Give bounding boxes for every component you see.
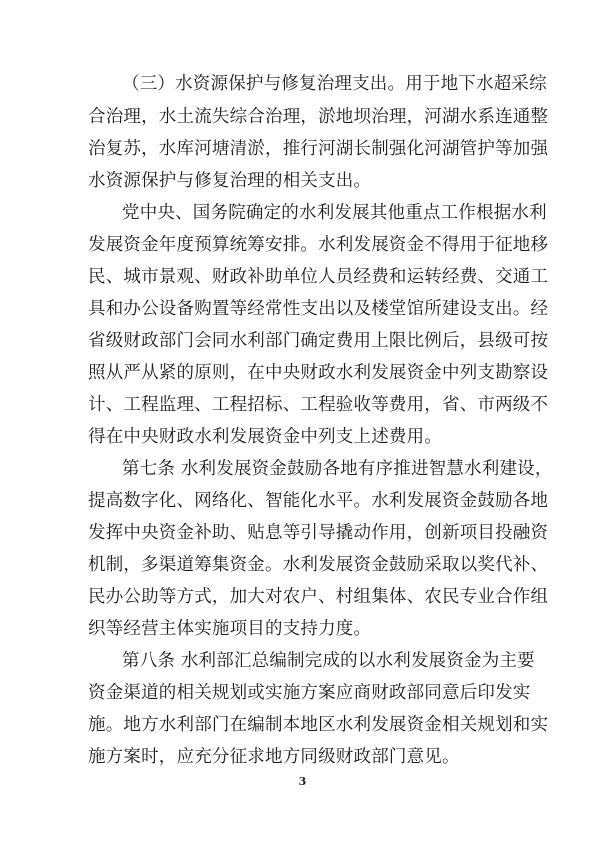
text-line: 织等经营主体实施项目的支持力度。 [88,619,372,639]
text-line: 民办公助等方式，加大对农户、村组集体、农民专业合作组 [88,587,549,607]
text-line: 施方案时，应充分征求地方同级财政部门意见。 [88,747,460,767]
text-line: 资金渠道的相关规划或实施方案应商财政部同意后印发实 [88,683,531,703]
text-line: 水资源保护与修复治理的相关支出。 [88,171,372,191]
text-line: 机制，多渠道筹集资金。水利发展资金鼓励采取以奖代补、 [88,555,549,575]
text-line: 提高数字化、网络化、智能化水平。水利发展资金鼓励各地 [88,491,549,511]
article-8-heading-line: 第八条 水利部汇总编制完成的以水利发展资金为主要 [122,651,535,671]
text-line: （三）水资源保护与修复治理支出。用于地下水超采综 [122,74,547,94]
text-line: 省级财政部门会同水利部门确定费用上限比例后，县级可按 [88,331,549,351]
text-line: 具和办公设备购置等经常性支出以及楼堂馆所建设支出。经 [88,299,549,319]
article-7-heading-line: 第七条 水利发展资金鼓励各地有序推进智慧水利建设， [122,459,553,479]
text-line: 照从严从紧的原则，在中央财政水利发展资金中列支勘察设 [88,363,549,383]
text-line: 计、工程监理、工程招标、工程验收等费用，省、市两级不 [88,395,549,415]
text-line: 党中央、国务院确定的水利发展其他重点工作根据水利 [122,203,547,223]
text-line: 民、城市景观、财政补助单位人员经费和运转经费、交通工 [88,267,549,287]
text-line: 合治理，水土流失综合治理，淤地坝治理，河湖水系连通整 [88,107,549,127]
text-line: 施。地方水利部门在编制本地区水利发展资金相关规划和实 [88,715,549,735]
text-line: 得在中央财政水利发展资金中列支上述费用。 [88,427,442,447]
text-line: 治复苏，水库河塘清淤，推行河湖长制强化河湖管护等加强 [88,139,549,159]
text-line: 发挥中央资金补助、贴息等引导撬动作用，创新项目投融资 [88,523,549,543]
page-number: 3 [298,775,307,788]
text-line: 发展资金年度预算统筹安排。水利发展资金不得用于征地移 [88,235,549,255]
